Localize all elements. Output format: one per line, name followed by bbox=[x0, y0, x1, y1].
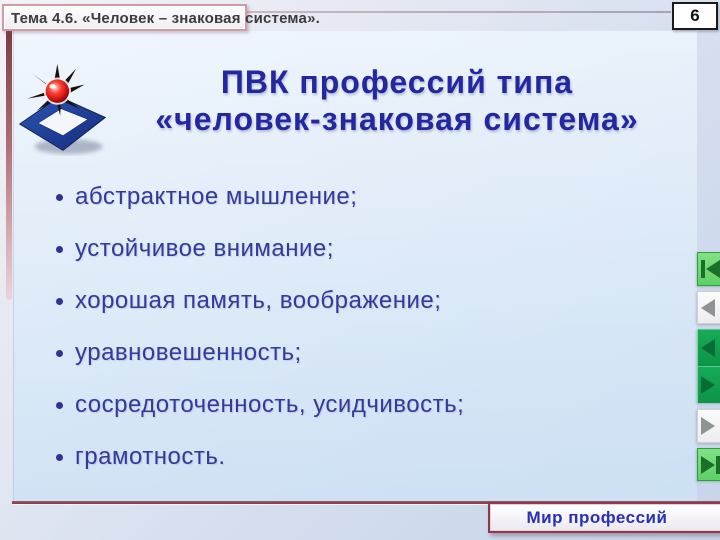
list-item bbox=[56, 442, 656, 472]
list-item bbox=[56, 182, 656, 212]
bullet-text: хорошая память, воображение; bbox=[75, 287, 442, 314]
left-decorative-line bbox=[6, 30, 12, 300]
bullet-text: уравновешенность; bbox=[75, 339, 302, 366]
page-number-box bbox=[672, 2, 718, 30]
nav-previous-button[interactable] bbox=[697, 291, 720, 324]
skip-to-start-icon bbox=[698, 260, 720, 278]
nav-next-button[interactable] bbox=[697, 409, 720, 443]
topic-header-text: Тема 4.6. «Человек – знаковая система». bbox=[11, 10, 320, 27]
footer-link-box bbox=[488, 502, 720, 533]
skip-to-end-icon bbox=[698, 456, 720, 474]
topic-header-box bbox=[2, 4, 320, 31]
slide-title bbox=[98, 64, 696, 138]
triangle-right-icon bbox=[698, 417, 715, 435]
bullet-icon bbox=[56, 246, 63, 253]
slide-title-line2: «человек-знаковая система» bbox=[155, 101, 639, 137]
bullet-text: сосредоточенность, усидчивость; bbox=[75, 391, 465, 418]
nav-first-button[interactable] bbox=[697, 252, 720, 286]
bullet-text: абстрактное мышление; bbox=[75, 183, 358, 210]
slide-title-line1: ПВК профессий типа bbox=[220, 64, 574, 100]
nav-last-button[interactable] bbox=[697, 448, 720, 481]
triangle-left-icon bbox=[698, 299, 715, 317]
bullet-list bbox=[56, 182, 656, 494]
bullet-icon bbox=[56, 298, 63, 305]
bullet-text: грамотность. bbox=[75, 443, 226, 470]
world-of-professions-link[interactable]: Мир профессий bbox=[526, 507, 668, 527]
bullet-icon bbox=[56, 402, 63, 409]
nav-forward-button[interactable] bbox=[697, 366, 720, 403]
page-number: 6 bbox=[690, 6, 700, 25]
list-item bbox=[56, 234, 656, 264]
bullet-icon bbox=[56, 194, 63, 201]
nav-back-button[interactable] bbox=[697, 329, 720, 366]
bullet-icon bbox=[56, 454, 63, 461]
list-item bbox=[56, 286, 656, 316]
list-item bbox=[56, 390, 656, 420]
bullet-icon bbox=[56, 350, 63, 357]
triangle-left-icon bbox=[698, 339, 715, 357]
list-item bbox=[56, 338, 656, 368]
bullet-text: устойчивое внимание; bbox=[75, 235, 334, 262]
star-frame-icon bbox=[16, 60, 110, 158]
triangle-right-icon bbox=[698, 376, 715, 394]
